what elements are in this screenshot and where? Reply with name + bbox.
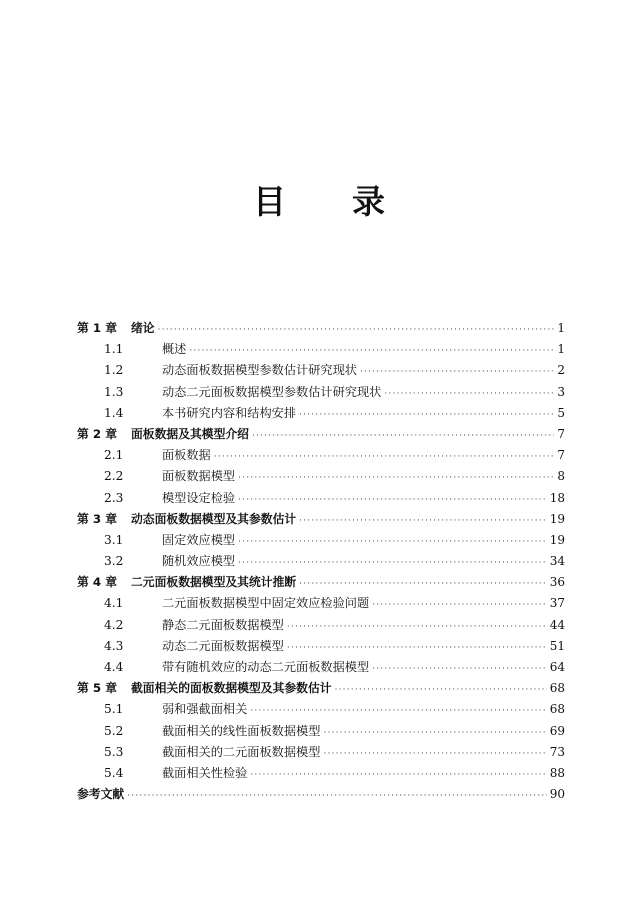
- page-title: [0, 176, 638, 223]
- toc-page-number: 68: [549, 681, 565, 696]
- toc-leader-dots: [238, 468, 554, 489]
- toc-section-row[interactable]: [77, 360, 565, 381]
- toc-page-number: 19: [549, 511, 565, 526]
- toc-leader-dots: [372, 595, 547, 616]
- toc-leader-dots: [335, 680, 547, 701]
- toc-entry-title: 弱和强截面相关: [162, 702, 248, 717]
- toc-entry-number: 2.1: [104, 448, 124, 463]
- toc-page-number: 69: [549, 723, 565, 738]
- toc-chapter-row[interactable]: [77, 318, 565, 339]
- toc-entry-title: 随机效应模型: [162, 554, 236, 569]
- toc-entry-title: 二元面板数据模型中固定效应检验问题: [162, 596, 370, 611]
- title-char-1: 目: [253, 182, 286, 221]
- toc-page-number: 7: [557, 426, 565, 441]
- toc-page-number: 7: [557, 448, 565, 463]
- toc-leader-dots: [189, 341, 554, 362]
- toc-entry-title: 参考文献: [77, 787, 125, 802]
- toc-leader-dots: [214, 447, 555, 468]
- toc-leader-dots: [360, 362, 554, 383]
- toc-section-row[interactable]: [77, 763, 565, 784]
- toc-section-row[interactable]: [77, 466, 565, 487]
- toc-leader-dots: [323, 723, 546, 744]
- toc-entry-number: 1.4: [104, 405, 124, 420]
- toc-entry-number: 3.2: [104, 554, 124, 569]
- toc-page-number: 1: [557, 342, 565, 357]
- toc-entry-title: 截面相关性检验: [162, 765, 248, 780]
- toc-page-number: 36: [549, 575, 565, 590]
- toc-leader-dots: [287, 617, 547, 638]
- toc-section-row[interactable]: [77, 403, 565, 424]
- toc-section-row[interactable]: [77, 488, 565, 509]
- toc-page-number: 1: [557, 321, 565, 335]
- toc-entry-number: 4.4: [104, 660, 124, 674]
- toc-page-number: 18: [549, 490, 565, 505]
- toc-entry-number: 第 4 章: [77, 575, 118, 590]
- toc-chapter-row[interactable]: [77, 572, 565, 593]
- toc-section-row[interactable]: [77, 615, 565, 636]
- toc-page-number: 90: [549, 787, 565, 802]
- toc-page-number: 73: [549, 744, 565, 759]
- toc-section-row[interactable]: [77, 657, 565, 678]
- toc-entry-title: 概述: [162, 342, 187, 357]
- toc-leader-dots: [299, 405, 554, 426]
- toc-page-number: 34: [549, 554, 565, 569]
- toc-entry-title: 动态面板数据模型参数估计研究现状: [162, 363, 357, 378]
- table-of-contents: [77, 318, 565, 805]
- toc-chapter-row[interactable]: [77, 424, 565, 445]
- toc-leader-dots: [250, 701, 546, 722]
- toc-leader-dots: [299, 574, 547, 595]
- toc-leader-dots: [250, 765, 546, 786]
- toc-entry-number: 第 5 章: [77, 681, 118, 696]
- toc-entry-number: 4.1: [104, 596, 124, 611]
- toc-entry-title: 固定效应模型: [162, 532, 236, 547]
- toc-page-number: 5: [557, 405, 565, 420]
- toc-leader-dots: [372, 659, 547, 680]
- toc-leader-dots: [299, 511, 547, 532]
- toc-entry-title: 面板数据: [162, 448, 211, 463]
- toc-entry-number: 5.2: [104, 723, 124, 738]
- toc-entry-number: 第 1 章: [77, 321, 118, 335]
- toc-chapter-row[interactable]: [77, 784, 565, 805]
- toc-entry-number: 第 2 章: [77, 426, 118, 441]
- toc-entry-number: 5.1: [104, 702, 124, 717]
- toc-entry-number: 4.2: [104, 617, 124, 632]
- toc-page-number: 88: [549, 765, 565, 780]
- toc-entry-number: 1.1: [104, 342, 124, 357]
- toc-section-row[interactable]: [77, 742, 565, 763]
- toc-entry-title: 模型设定检验: [162, 490, 236, 505]
- toc-entry-title: 带有随机效应的动态二元面板数据模型: [162, 660, 370, 674]
- toc-page-number: 19: [549, 532, 565, 547]
- toc-section-row[interactable]: [77, 445, 565, 466]
- toc-section-row[interactable]: [77, 382, 565, 403]
- toc-entry-title: 二元面板数据模型及其统计推断: [131, 575, 297, 590]
- toc-leader-dots: [127, 786, 547, 807]
- toc-leader-dots: [384, 384, 554, 405]
- toc-entry-number: 3.1: [104, 532, 124, 547]
- toc-entry-title: 截面相关的线性面板数据模型: [162, 723, 321, 738]
- toc-section-row[interactable]: [77, 636, 565, 657]
- toc-page-number: 64: [549, 660, 565, 674]
- toc-section-row[interactable]: [77, 530, 565, 551]
- toc-leader-dots: [238, 553, 547, 574]
- toc-page-number: 8: [557, 469, 565, 484]
- toc-page-number: 51: [549, 638, 565, 653]
- toc-entry-number: 5.4: [104, 765, 124, 780]
- toc-entry-title: 静态二元面板数据模型: [162, 617, 284, 632]
- toc-section-row[interactable]: [77, 593, 565, 614]
- toc-entry-title: 动态二元面板数据模型: [162, 638, 284, 653]
- toc-entry-number: 2.2: [104, 469, 124, 484]
- toc-entry-title: 动态面板数据模型及其参数估计: [131, 511, 297, 526]
- toc-leader-dots: [287, 638, 547, 659]
- toc-entry-title: 面板数据及其模型介绍: [131, 426, 249, 441]
- toc-entry-title: 截面相关的面板数据模型及其参数估计: [131, 681, 332, 696]
- toc-entry-title: 动态二元面板数据模型参数估计研究现状: [162, 384, 382, 399]
- toc-entry-number: 4.3: [104, 638, 124, 653]
- toc-entry-title: 本书研究内容和结构安排: [162, 405, 297, 420]
- toc-page-number: 68: [549, 702, 565, 717]
- toc-section-row[interactable]: [77, 339, 565, 360]
- toc-leader-dots: [323, 744, 546, 765]
- toc-leader-dots: [238, 532, 547, 553]
- toc-leader-dots: [238, 490, 547, 511]
- toc-chapter-row[interactable]: [77, 678, 565, 699]
- toc-page-number: 37: [549, 596, 565, 611]
- toc-section-row[interactable]: [77, 699, 565, 720]
- toc-entry-title: 截面相关的二元面板数据模型: [162, 744, 321, 759]
- title-char-2: 录: [352, 182, 385, 221]
- toc-page-number: 2: [557, 363, 565, 378]
- toc-entry-number: 1.3: [104, 384, 124, 399]
- toc-entry-title: 绪论: [131, 321, 155, 335]
- toc-page-number: 44: [549, 617, 565, 632]
- toc-chapter-row[interactable]: [77, 509, 565, 530]
- toc-section-row[interactable]: [77, 551, 565, 572]
- toc-entry-number: 第 3 章: [77, 511, 118, 526]
- toc-page-number: 3: [557, 384, 565, 399]
- toc-section-row[interactable]: [77, 721, 565, 742]
- toc-entry-number: 2.3: [104, 490, 124, 505]
- toc-entry-number: 5.3: [104, 744, 124, 759]
- toc-entry-title: 面板数据模型: [162, 469, 236, 484]
- toc-leader-dots: [158, 320, 555, 341]
- toc-leader-dots: [252, 426, 554, 447]
- toc-entry-number: 1.2: [104, 363, 124, 378]
